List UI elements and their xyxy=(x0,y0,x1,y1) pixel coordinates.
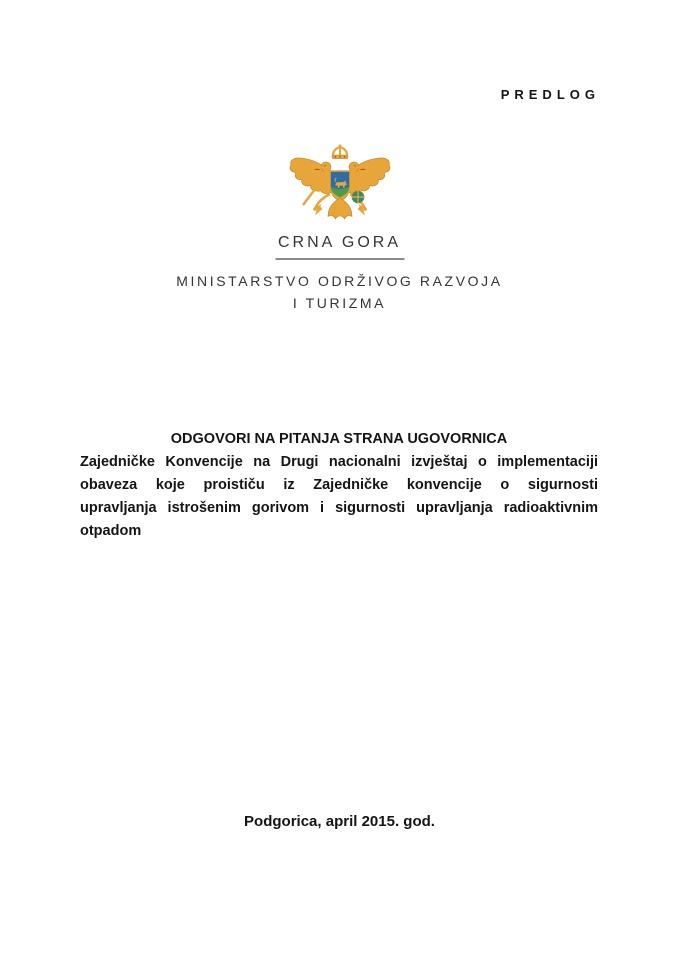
subtitle-line: otpadom xyxy=(80,523,142,539)
crown-orb xyxy=(338,144,341,147)
subtitle-line: upravljanja istrošenim gorivom i sigurnosti upravljanja radioaktivnim xyxy=(80,500,598,516)
eagle-right-eye xyxy=(354,165,355,166)
eagle-left-leg xyxy=(314,194,330,212)
classification-label: PREDLOG xyxy=(500,87,600,102)
crown-jewel xyxy=(339,156,341,158)
place-date-line: Podgorica, april 2015. god. xyxy=(244,813,435,830)
montenegro-coat-of-arms-icon xyxy=(288,144,392,224)
crown-jewel xyxy=(344,156,346,158)
crown-jewel xyxy=(334,156,336,158)
divider-line xyxy=(275,258,404,260)
title-block xyxy=(80,428,598,543)
ministry-name xyxy=(0,270,679,314)
state-name: CRNA GORA xyxy=(277,234,401,251)
document-title: ODGOVORI NA PITANJA STRANA UGOVORNICA xyxy=(170,431,508,447)
document-subtitle xyxy=(80,451,598,543)
ministry-line-2: I TURIZMA xyxy=(292,295,387,311)
shield xyxy=(330,171,350,198)
ministry-line-1: MINISTARSTVO ODRŽIVOG RAZVOJA xyxy=(176,273,503,289)
subtitle-line: Zajedničke Konvencije na Drugi nacionalni izvještaj o implementaciji xyxy=(80,454,598,470)
subtitle-line: obaveza koje proističu iz Zajedničke konvencije o sigurnosti xyxy=(80,477,598,493)
coat-of-arms-graphic xyxy=(288,144,392,224)
eagle-tail xyxy=(328,198,352,219)
eagle-left-eye xyxy=(324,165,325,166)
